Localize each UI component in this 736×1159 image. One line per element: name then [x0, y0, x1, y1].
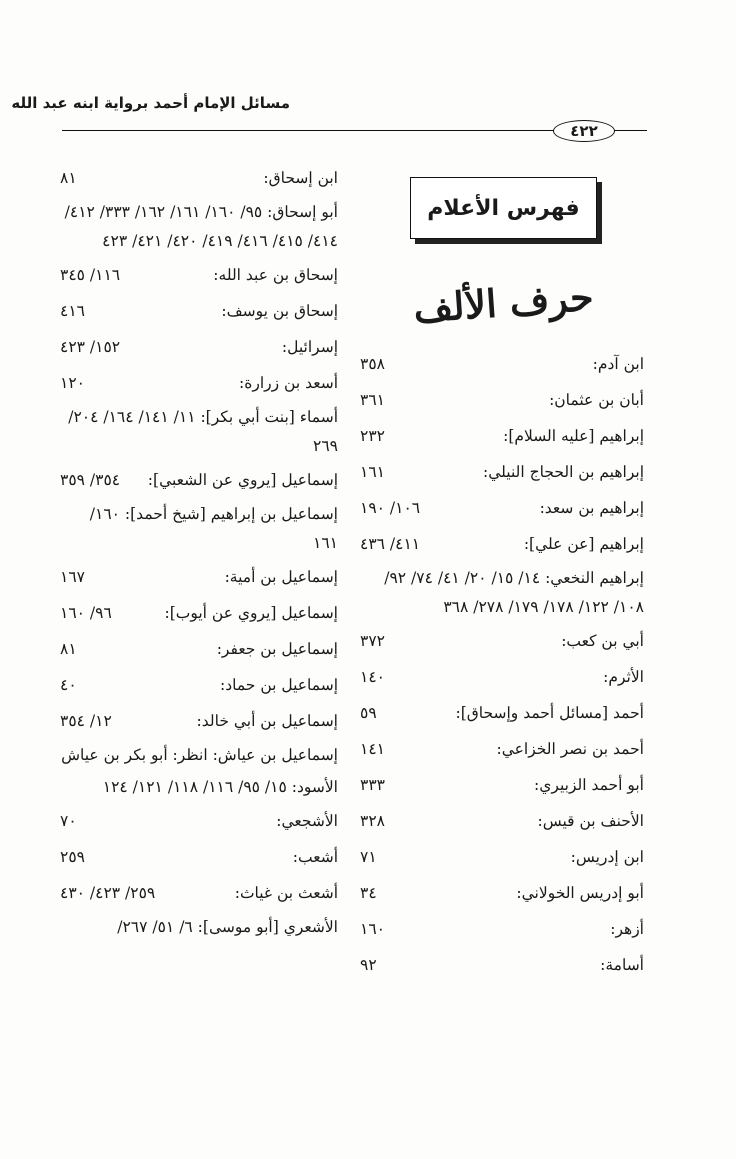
- index-entry: [360, 805, 644, 838]
- index-entry: [60, 162, 338, 195]
- index-entry-name: أشعب:: [292, 848, 338, 866]
- index-entry-pages: ١٤٠: [360, 668, 385, 686]
- index-entry-pages: ٣٢٨: [360, 812, 385, 830]
- index-entry-pages: ١٥٢/ ٤٢٣: [60, 338, 121, 356]
- index-entry-name: أبان بن عثمان:: [549, 391, 644, 409]
- index-entry: [60, 331, 338, 364]
- index-entry: [360, 456, 644, 489]
- index-entry-name: إسحاق بن عبد الله:: [213, 266, 338, 284]
- index-entry-name: أحمد [مسائل أحمد وإسحاق]:: [455, 704, 644, 722]
- index-entry: [60, 367, 338, 400]
- page-number: ٤٢٢: [553, 120, 615, 142]
- index-entry: إسماعيل بن إبراهيم [شيخ أحمد]: ١٦٠/ ١٦١: [89, 505, 338, 552]
- index-entry-name: إسماعيل [يروي عن أيوب]:: [164, 604, 338, 622]
- index-entry-pages: ١٦٠: [360, 920, 385, 938]
- index-entry-name: الأثرم:: [603, 668, 644, 686]
- index-entry: الأسود: ١٥/ ٩٥/ ١١٦/ ١١٨/ ١٢١/ ١٢٤: [102, 778, 338, 796]
- index-entry-pages: ١٠٦/ ١٩٠: [360, 499, 421, 517]
- index-entry-pages: ٢٥٩/ ٤٢٣/ ٤٣٠: [60, 884, 156, 902]
- index-entry: [360, 492, 644, 525]
- index-entry-name: إبراهيم بن الحجاج النيلي:: [483, 463, 644, 481]
- index-entry: [360, 528, 644, 561]
- index-entry-name: الأشجعي:: [276, 812, 338, 830]
- index-entry-pages: ٣٦١: [360, 391, 385, 409]
- index-entry-pages: ٣٧٢: [360, 632, 385, 650]
- index-entry-pages: ٩٦/ ١٦٠: [60, 604, 112, 622]
- index-entry: [60, 669, 338, 702]
- index-entry-name: إسرائيل:: [281, 338, 338, 356]
- index-entry-pages: ٤٠: [60, 676, 77, 694]
- index-entry-pages: ٤١٦: [60, 302, 85, 320]
- index-entry: [60, 805, 338, 838]
- index-entry-pages: ٣٤: [360, 884, 377, 902]
- index-entry: [60, 877, 338, 910]
- index-entry: [60, 259, 338, 292]
- index-entry-pages: ١٢٠: [60, 374, 85, 392]
- index-entry: [360, 913, 644, 946]
- index-entry: [360, 384, 644, 417]
- index-entry-pages: ٤١١/ ٤٣٦: [360, 535, 421, 553]
- index-entry: [60, 633, 338, 666]
- index-entry: أبو إسحاق: ٩٥/ ١٦٠/ ١٦١/ ١٦٢/ ٣٣٣/ ٤١٢/ ٤١٤/ ٤١٥/ ٤١٦/ ٤١٩/ ٤٢٠/ ٤٢١/ ٤٢٣: [64, 203, 338, 250]
- index-entry-name: إبراهيم بن سعد:: [539, 499, 644, 517]
- index-entry-name: إسماعيل بن جعفر:: [216, 640, 338, 658]
- index-entry-name: أبي بن كعب:: [561, 632, 644, 650]
- index-entry-pages: ١٢/ ٣٥٤: [60, 712, 112, 730]
- index-entry-pages: ٧٠: [60, 812, 77, 830]
- index-entry-name: أسامة:: [600, 956, 644, 974]
- index-entry-pages: ٣٣٣: [360, 776, 385, 794]
- index-column-right: [360, 348, 644, 985]
- index-entry: [360, 841, 644, 874]
- index-entry: [60, 705, 338, 738]
- letter-heading: حرف الألف: [412, 273, 595, 332]
- index-entry-name: إسماعيل [يروي عن الشعبي]:: [147, 471, 338, 489]
- index-entry-name: أشعث بن غياث:: [234, 884, 338, 902]
- index-entry: [60, 295, 338, 328]
- index-column-left: [60, 162, 338, 945]
- index-entry-pages: ١١٦/ ٣٤٥: [60, 266, 121, 284]
- index-entry: إبراهيم النخعي: ١٤/ ١٥/ ٢٠/ ٤١/ ٧٤/ ٩٢/ ١٠٨/ ١٢٢/ ١٧٨/ ١٧٩/ ٢٧٨/ ٣٦٨: [384, 569, 644, 616]
- index-entry-name: أسعد بن زرارة:: [239, 374, 338, 392]
- running-header-title: مسائل الإمام أحمد برواية ابنه عبد الله: [11, 94, 290, 112]
- index-entry: إسماعيل بن عياش: انظر: أبو بكر بن عياش: [61, 746, 338, 764]
- index-entry-pages: ١٦١: [360, 463, 385, 481]
- index-entry-pages: ١٦٧: [60, 568, 85, 586]
- index-entry: [360, 769, 644, 802]
- index-entry-name: أبو أحمد الزبيري:: [534, 776, 644, 794]
- index-entry-name: إسماعيل بن حماد:: [220, 676, 338, 694]
- index-entry-name: إسماعيل بن أبي خالد:: [196, 712, 338, 730]
- index-entry-pages: ٨١: [60, 640, 77, 658]
- index-entry-name: أزهر:: [610, 920, 644, 938]
- index-entry-pages: ٥٩: [360, 704, 377, 722]
- index-entry: [60, 841, 338, 874]
- index-entry: [360, 420, 644, 453]
- index-entry-name: أبو إدريس الخولاني:: [516, 884, 644, 902]
- index-entry-name: أحمد بن نصر الخزاعي:: [496, 740, 644, 758]
- index-entry-pages: ٣٥٨: [360, 355, 385, 373]
- index-entry: [60, 464, 338, 497]
- index-entry-name: ابن إدريس:: [570, 848, 644, 866]
- index-entry-pages: ١٤١: [360, 740, 385, 758]
- index-entry-pages: ٣٥٤/ ٣٥٩: [60, 471, 121, 489]
- index-entry-name: إبراهيم [عليه السلام]:: [503, 427, 644, 445]
- index-entry-name: إسحاق بن يوسف:: [221, 302, 338, 320]
- index-entry: [360, 733, 644, 766]
- index-entry-name: الأحنف بن قيس:: [537, 812, 644, 830]
- index-entry: الأشعري [أبو موسى]: ٦/ ٥١/ ٢٦٧/: [117, 918, 338, 936]
- index-entry-name: ابن إسحاق:: [263, 169, 338, 187]
- index-entry: أسماء [بنت أبي بكر]: ١١/ ١٤١/ ١٦٤/ ٢٠٤/ ٢٦٩: [68, 408, 338, 455]
- index-entry: [360, 348, 644, 381]
- index-entry-name: إسماعيل بن أمية:: [224, 568, 338, 586]
- index-entry-pages: ٢٣٢: [360, 427, 385, 445]
- index-entry: [360, 877, 644, 910]
- index-entry: [60, 561, 338, 594]
- index-entry-name: ابن آدم:: [592, 355, 644, 373]
- index-entry-pages: ٢٥٩: [60, 848, 85, 866]
- index-entry: [60, 597, 338, 630]
- index-entry-pages: ٧١: [360, 848, 377, 866]
- index-entry-pages: ٨١: [60, 169, 77, 187]
- index-entry: [360, 949, 644, 982]
- index-entry-pages: ٩٢: [360, 956, 377, 974]
- index-entry-name: إبراهيم [عن علي]:: [523, 535, 644, 553]
- index-title-box: فهرس الأعلام: [410, 177, 597, 239]
- index-entry: [360, 697, 644, 730]
- index-entry: [360, 625, 644, 658]
- index-entry: [360, 661, 644, 694]
